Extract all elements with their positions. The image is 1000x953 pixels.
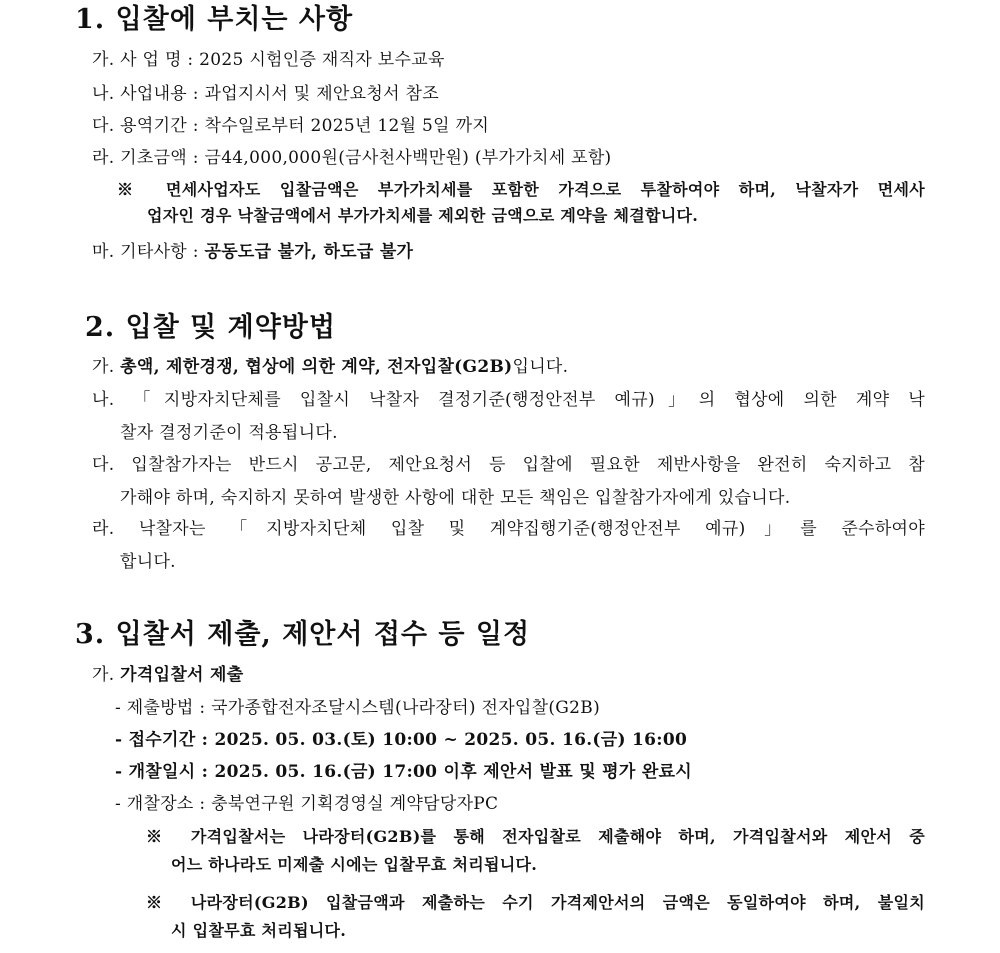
- section-1-heading: 1. 입찰에 부치는 사항: [75, 4, 354, 35]
- sec1-item-ga: [92, 49, 445, 71]
- sec2-item-ga-suffix: 입니다.: [512, 357, 569, 377]
- section-3-heading: 3. 입찰서 제출, 제안서 접수 등 일정: [75, 619, 531, 650]
- sec1-item-da-label: 다. 용역기간 :: [92, 116, 199, 136]
- sec1-item-ma-label: 마. 기타사항 :: [92, 242, 199, 262]
- sec1-item-da-value: 착수일로부터 2025년 12월 5일 까지: [204, 116, 490, 136]
- sec3-receipt-period: - 접수기간 : 2025. 05. 03.(토) 10:00 ~ 2025. 05. 16.(금) 16:00: [115, 730, 688, 750]
- sec1-vat-note-line1: ※ 면세사업자도 입찰금액은 부가가치세를 포함한 가격으로 투찰하여야 하며, 낙찰자가 면세사: [117, 180, 925, 199]
- section-2-heading: 2. 입찰 및 계약방법: [85, 312, 336, 343]
- sec2-item-ra: [92, 518, 925, 573]
- sec1-item-ra: [92, 147, 612, 169]
- sec1-item-da: [92, 115, 489, 137]
- sec2-item-ga: [92, 356, 568, 378]
- sec3-note-2: [146, 892, 925, 942]
- sec3-note-2-line2: 시 입찰무효 처리됩니다.: [171, 921, 347, 940]
- sec3-note-1: [146, 826, 925, 876]
- sec3-submit-method: - 제출방법 : 국가종합전자조달시스템(나라장터) 전자입찰(G2B): [115, 698, 601, 718]
- sec3-note-2-line1: ※ 나라장터(G2B) 입찰금액과 제출하는 수기 가격제안서의 금액은 동일하여야 하며, 불일치: [146, 893, 925, 912]
- sec3-note-1-line1: ※ 가격입찰서는 나라장터(G2B)를 통해 전자입찰로 제출해야 하며, 가격입찰서와 제안서 중: [146, 827, 925, 846]
- sec3-item-ga: [92, 664, 243, 686]
- sec2-item-da: [92, 454, 925, 509]
- sec3-opening-datetime: - 개찰일시 : 2025. 05. 16.(금) 17:00 이후 제안서 발표 및 평가 완료시: [115, 762, 693, 782]
- sec2-item-da-line2: 가해야 하며, 숙지하지 못하여 발생한 사항에 대한 모든 책임은 입찰참가자에게 있습니다.: [120, 488, 791, 508]
- sec1-vat-note-line2: 업자인 경우 낙찰금액에서 부가가치세를 제외한 금액으로 계약을 체결합니다.: [147, 206, 699, 225]
- sec1-vat-note: [117, 179, 925, 227]
- sec2-item-ga-bold: 총액, 제한경쟁, 협상에 의한 계약, 전자입찰(G2B): [120, 357, 513, 377]
- sec2-item-da-line1: 다. 입찰참가자는 반드시 공고문, 제안요청서 등 입찰에 필요한 제반사항을 완전히 숙지하고 참: [92, 455, 925, 475]
- sec1-item-ma: [92, 241, 413, 263]
- sec3-opening-place: - 개찰장소 : 충북연구원 기획경영실 계약담당자PC: [115, 794, 499, 814]
- sec3-item-ga-title: 가격입찰서 제출: [120, 665, 244, 685]
- sec1-item-ra-label: 라. 기초금액 :: [92, 148, 199, 168]
- sec2-item-na-line1: 나. 「지방자치단체를 입찰시 낙찰자 결정기준(행정안전부 예규)」의 협상에 의한 계약 낙: [92, 390, 925, 410]
- sec1-item-ma-value: 공동도급 불가, 하도급 불가: [204, 242, 414, 262]
- sec1-item-ga-value: 2025 시험인증 재직자 보수교육: [199, 50, 445, 70]
- sec1-item-na-value: 과업지시서 및 제안요청서 참조: [204, 84, 439, 104]
- sec2-item-ra-line1: 라. 낙찰자는 「지방자치단체 입찰 및 계약집행기준(행정안전부 예규)」를 준수하여야: [92, 519, 925, 539]
- sec2-item-na: [92, 389, 925, 444]
- sec1-item-na-label: 나. 사업내용 :: [92, 84, 199, 104]
- sec2-item-ra-line2: 합니다.: [120, 552, 176, 572]
- sec1-item-na: [92, 83, 439, 105]
- sec3-item-ga-prefix: 가.: [92, 665, 115, 685]
- sec3-note-1-line2: 어느 하나라도 미제출 시에는 입찰무효 처리됩니다.: [171, 855, 538, 874]
- sec2-item-ga-prefix: 가.: [92, 357, 115, 377]
- sec2-item-na-line2: 찰자 결정기준이 적용됩니다.: [120, 423, 338, 443]
- sec1-item-ra-value: 금44,000,000원(금사천사백만원) (부가가치세 포함): [204, 148, 612, 168]
- sec1-item-ga-label: 가. 사 업 명 :: [92, 50, 194, 70]
